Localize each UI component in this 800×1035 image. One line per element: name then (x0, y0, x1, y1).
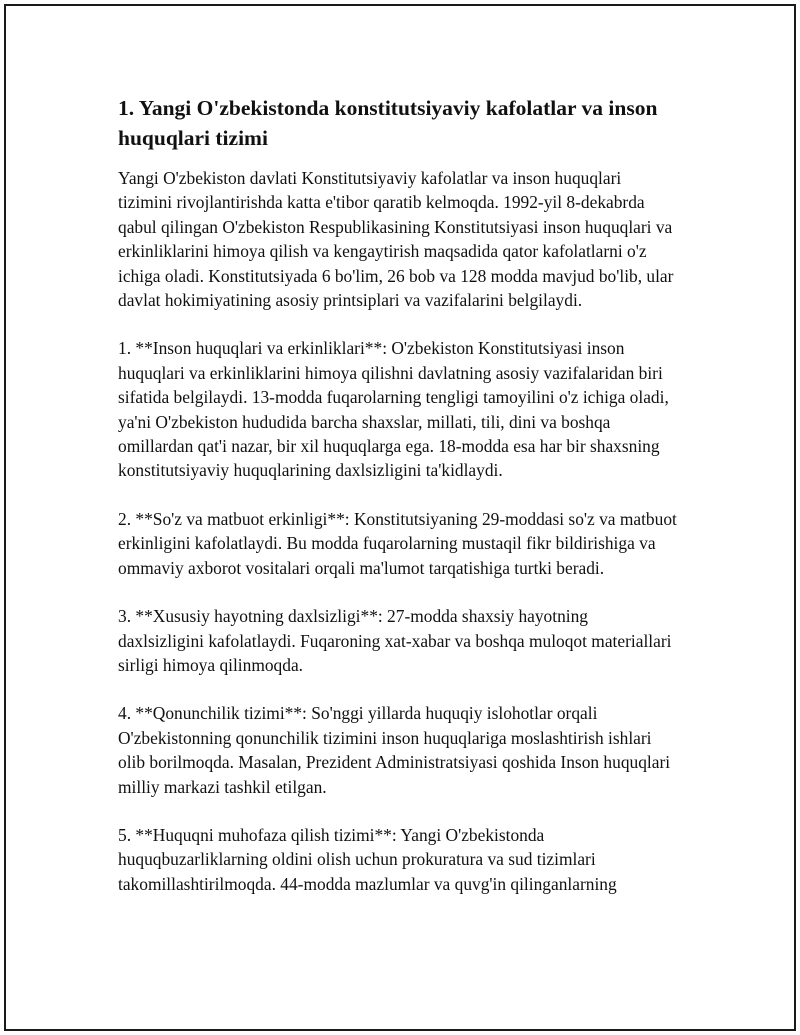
document-title: 1. Yangi O'zbekistonda konstitutsiyaviy kafolatlar va inson huquqlari tizimi (118, 96, 658, 150)
section-paragraph-4: 4. **Qonunchilik tizimi**: So'nggi yillarda huquqiy islohotlar orqali O'zbekistonning qonunchilik tizimini inson huquqlariga moslashtirish ishlari olib borilmoqda. Masalan, Prezident Administratsiyasi qoshida Inson huquqlari milliy markazi tashkil etilgan. (118, 703, 671, 797)
section-paragraph-1: 1. **Inson huquqlari va erkinliklari**: O'zbekiston Konstitutsiyasi inson huquqlari va erkinliklarini himoya qilishni davlatning asosiy vazifalaridan biri sifatida belgilaydi. 13-modda fuqarolarning tengligi tamoyilini o'z ichiga oladi, ya'ni O'zbekiston hududida barcha shaxslar, millati, tili, dini va boshqa omillardan qat'i nazar, bir xil huquqlarga ega. 18-modda esa har bir shaxsning konstitutsiyaviy huquqlarining daxlsizligini ta'kidlaydi. (118, 338, 669, 481)
document-body (118, 93, 678, 920)
section-paragraph-5: 5. **Huquqni muhofaza qilish tizimi**: Yangi O'zbekistonda huquqbuzarliklarning oldini olish uchun prokuratura va sud tizimlari takomillashtirilmoqda. 44-modda mazlumlar va quvg'in qilinganlarning (118, 824, 617, 894)
section-paragraph-3: 3. **Xususiy hayotning daxlsizligi**: 27-modda shaxsiy hayotning daxlsizligini kafolatlaydi. Fuqaroning xat-xabar va boshqa muloqot materiallari sirligi himoya qilinmoqda. (118, 606, 672, 675)
intro-paragraph: Yangi O'zbekiston davlati Konstitutsiyaviy kafolatlar va inson huquqlari tizimini rivojlantirishda katta e'tibor qaratib kelmoqda. 1992-yil 8-dekabrda qabul qilingan O'zbekiston Respublikasining Konstitutsiyasi inson huquqlari va erkinliklarini himoya qilish va kengaytirish maqsadida qator kafolatlarni o'z ichiga oladi. Konstitutsiyada 6 bo'lim, 26 bob va 128 modda mavjud bo'lib, ular davlat hokimiyatining asosiy printsiplari va vazifalarini belgilaydi. (118, 168, 674, 311)
section-paragraph-2: 2. **So'z va matbuot erkinligi**: Konstitutsiyaning 29-moddasi so'z va matbuot erkinligini kafolatlaydi. Bu modda fuqarolarning mustaqil fikr bildirishiga va ommaviy axborot vositalari orqali ma'lumot tarqatishiga turtki beradi. (118, 508, 677, 578)
